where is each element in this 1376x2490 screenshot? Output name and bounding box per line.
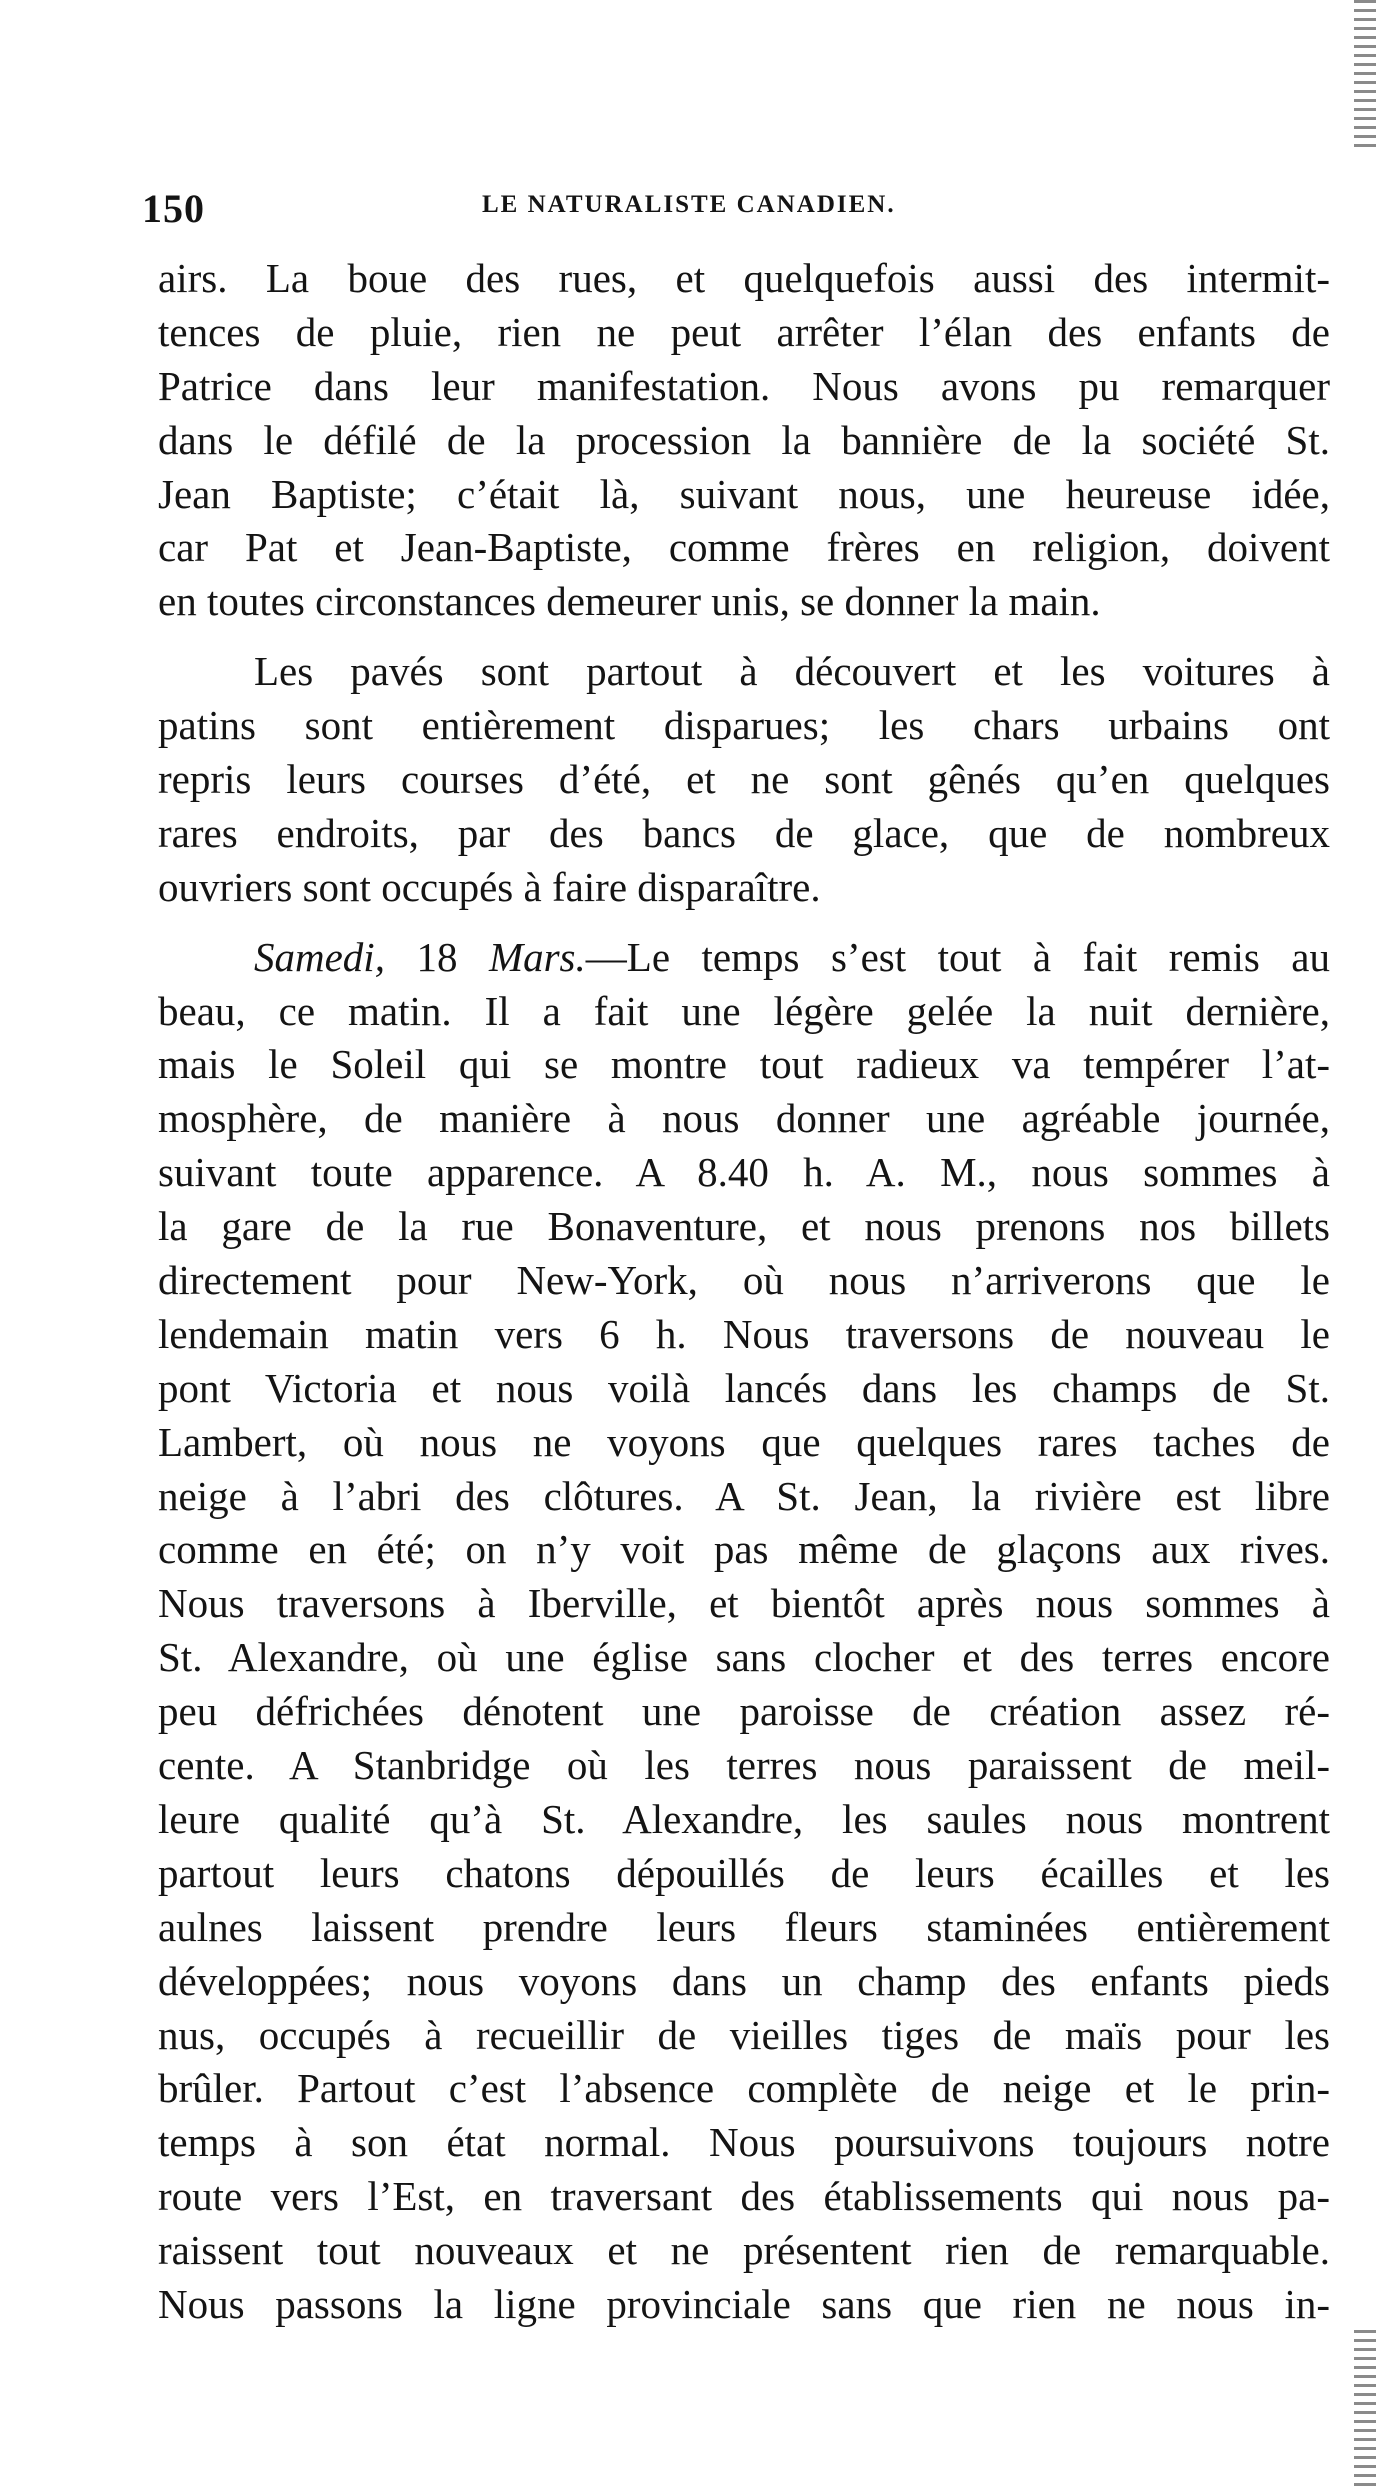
text-line: directement pour New-York, où nous n’arriverons que le bbox=[158, 1257, 1330, 1304]
text-line: St. Alexandre, où une église sans clocher et des terres encore bbox=[158, 1634, 1330, 1681]
text-line: brûler. Partout c’est l’absence complète de neige et le prin- bbox=[158, 2065, 1330, 2112]
text-line: aulnes laissent prendre leurs fleurs staminées entièrement bbox=[158, 1903, 1330, 1950]
paragraph-gap bbox=[158, 915, 1330, 931]
text-line: Jean Baptiste; c’était là, suivant nous, une heureuse idée, bbox=[158, 470, 1330, 517]
text-line: mais le Soleil qui se montre tout radieux va tempérer l’at- bbox=[158, 1041, 1330, 1088]
entry-text: —Le temps s’est tout à fait remis au bbox=[585, 933, 1331, 980]
text-line: mosphère, de manière à nous donner une agréable journée, bbox=[158, 1095, 1330, 1142]
text-line: cente. A Stanbridge où les terres nous paraissent de meil- bbox=[158, 1742, 1330, 1789]
text-line: leure qualité qu’à St. Alexandre, les saules nous montrent bbox=[158, 1795, 1330, 1842]
text-line: partout leurs chatons dépouillés de leurs écailles et les bbox=[158, 1849, 1330, 1896]
text-line: patins sont entièrement disparues; les chars urbains ont bbox=[158, 702, 1330, 749]
text-line: Lambert, où nous ne voyons que quelques rares taches de bbox=[158, 1418, 1330, 1465]
entry-date-number: 18 bbox=[416, 933, 458, 980]
text-line: car Pat et Jean-Baptiste, comme frères en religion, doivent bbox=[158, 524, 1330, 571]
text-line: route vers l’Est, en traversant des établissements qui nous pa- bbox=[158, 2173, 1330, 2220]
text-line: ouvriers sont occupés à faire disparaître. bbox=[158, 863, 821, 910]
text-line: la gare de la rue Bonaventure, et nous prenons nos billets bbox=[158, 1203, 1330, 1250]
text-line: pont Victoria et nous voilà lancés dans les champs de St. bbox=[158, 1364, 1330, 1411]
page-number: 150 bbox=[142, 186, 205, 231]
text-line: peu défrichées dénotent une paroisse de création assez ré- bbox=[158, 1688, 1330, 1735]
text-line: raissent tout nouveaux et ne présentent rien de remarquable. bbox=[158, 2227, 1330, 2274]
text-line: comme en été; on n’y voit pas même de glaçons aux rives. bbox=[158, 1526, 1330, 1573]
text-line: Nous traversons à Iberville, et bientôt après nous sommes à bbox=[158, 1580, 1330, 1627]
paragraph-gap bbox=[158, 629, 1330, 645]
text-line: neige à l’abri des clôtures. A St. Jean, la rivière est libre bbox=[158, 1472, 1330, 1519]
entry-month: Mars. bbox=[488, 933, 586, 980]
text-line: repris leurs courses d’été, et ne sont gênés qu’en quelques bbox=[158, 756, 1330, 803]
paragraph-1 bbox=[158, 252, 1330, 629]
text-line: dans le défilé de la procession la bannière de la société St. bbox=[158, 416, 1330, 463]
text-line: rares endroits, par des bancs de glace, que de nombreux bbox=[158, 809, 1330, 856]
scan-edge-mark bbox=[1354, 0, 1376, 150]
text-line: développées; nous voyons dans un champ des enfants pieds bbox=[158, 1957, 1330, 2004]
text-line: temps à son état normal. Nous poursuivons toujours notre bbox=[158, 2119, 1330, 2166]
text-line: lendemain matin vers 6 h. Nous traversons de nouveau le bbox=[158, 1310, 1330, 1357]
text-line: Les pavés sont partout à découvert et les voitures à bbox=[254, 648, 1330, 695]
text-line: Patrice dans leur manifestation. Nous avons pu remarquer bbox=[158, 362, 1330, 409]
running-head: LE NATURALISTE CANADIEN. bbox=[482, 191, 896, 218]
paragraph-3 bbox=[158, 931, 1330, 2332]
text-line: airs. La boue des rues, et quelquefois aussi des intermit- bbox=[158, 255, 1330, 301]
text-line: tences de pluie, rien ne peut arrêter l’élan des enfants de bbox=[158, 308, 1330, 355]
paragraph-2 bbox=[158, 645, 1330, 914]
text-line: suivant toute apparence. A 8.40 h. A. M., nous sommes à bbox=[158, 1149, 1330, 1196]
text-line: nus, occupés à recueillir de vieilles tiges de maïs pour les bbox=[158, 2011, 1330, 2058]
body-text bbox=[158, 252, 1330, 2332]
text-line: beau, ce matin. Il a fait une légère gelée la nuit dernière, bbox=[158, 987, 1330, 1034]
text-line: Nous passons la ligne provinciale sans que rien ne nous in- bbox=[158, 2280, 1330, 2327]
dated-entry-line bbox=[158, 931, 1330, 985]
scan-edge-mark bbox=[1354, 2330, 1376, 2490]
entry-day: Samedi, bbox=[254, 933, 385, 980]
page-header bbox=[142, 185, 1302, 245]
text-line: en toutes circonstances demeurer unis, se donner la main. bbox=[158, 578, 1101, 625]
